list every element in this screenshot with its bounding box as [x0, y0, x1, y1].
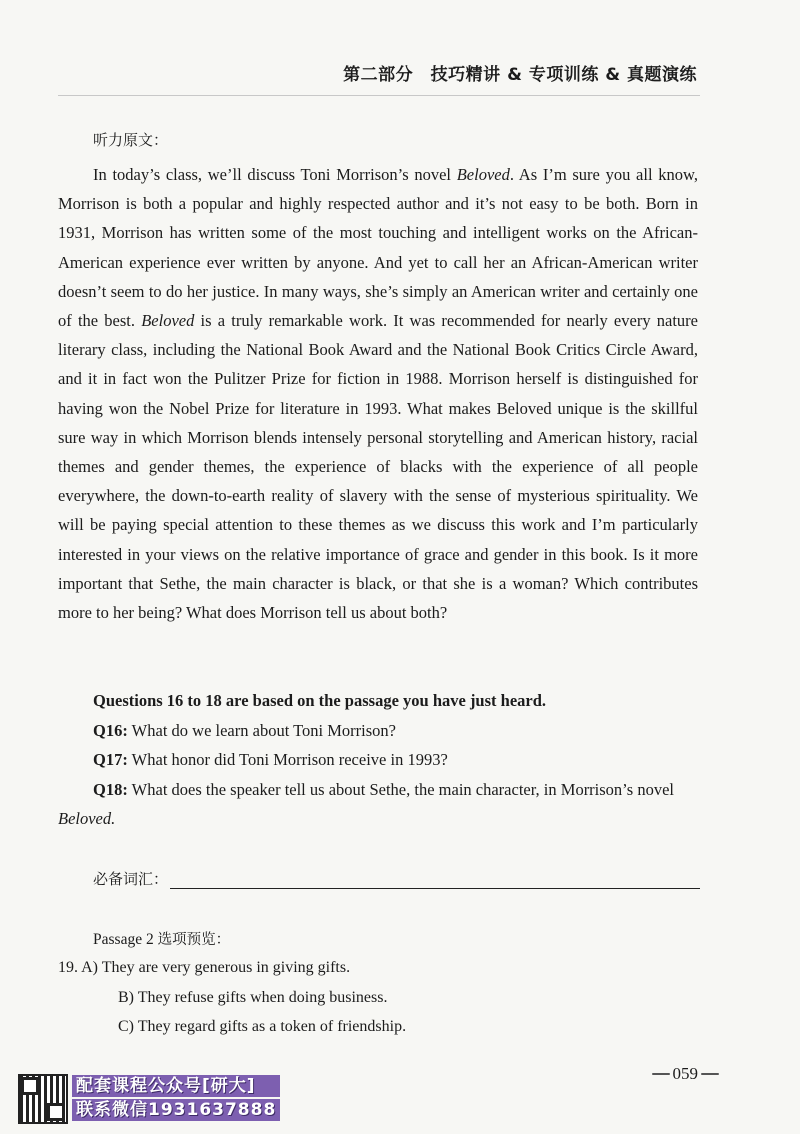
watermark-line-2: 联系微信1931637888	[72, 1099, 280, 1121]
transcript-segment-4: is a truly remarkable work. It was recommended for nearly every nature literary class, including the National Book Award and the National Book Critics Circle Award, and it in fact won the Pulitzer Prize for fiction in 1988. Morrison herself is distinguished for having won the Nobel Prize for literature in 1993. What makes Beloved unique is the skillful sure way in which Morrison blends intensely personal storytelling and American history, racial themes and gender themes, the experience of blacks with the experience of all people everywhere, the down-to-earth reality of slavery with the sense of mysterious spirituality. We will be paying special attention to these themes as we discuss this work and I’m particularly interested in your views on the relative importance of grace and gender in this book. Is it more important that Sethe, the main character is black, or that she is a woman? Which contributes more to her being? What does Morrison tell us about both?	[58, 311, 698, 623]
option-a-text: A) They are very generous in giving gifts.	[81, 959, 351, 976]
questions-block	[58, 686, 700, 834]
question-18-tail: Beloved.	[58, 809, 116, 828]
transcript-segment-2: . As I’m sure you all know, Morrison is both a popular and highly respected author and it’s not easy to be both. Born in 1931, Morrison has written some of the most touching and intelligent works on the African-American experience ever written by anyone. And yet to call her an African-American writer doesn’t seem to do her justice. In many ways, she’s simply an American writer and certainly one of the best.	[58, 165, 698, 331]
page-number-ornament-left	[652, 1073, 670, 1075]
question-18-number: Q18:	[93, 779, 128, 799]
questions-heading: Questions 16 to 18 are based on the passage you have just heard.	[93, 691, 547, 710]
vocab-blank-line	[170, 870, 700, 889]
preview-label-cn: 选项预览：	[157, 932, 231, 948]
transcript-segment-1: Beloved	[456, 165, 510, 184]
transcript-passage	[58, 160, 698, 627]
qr-code-icon	[18, 1074, 68, 1124]
question-18	[58, 775, 700, 805]
watermark-line-1: 配套课程公众号[研大]	[72, 1075, 280, 1097]
transcript-segment-0: In today’s class, we’ll discuss Toni Morrison’s novel	[93, 165, 457, 184]
transcript-segment-3: Beloved	[141, 311, 195, 331]
question-16	[58, 716, 700, 746]
page-number	[649, 1064, 723, 1084]
watermark-text	[72, 1075, 280, 1123]
question-19-number: 19.	[58, 959, 78, 976]
page-number-ornament-right	[701, 1073, 719, 1075]
watermark	[18, 1074, 280, 1124]
running-header: 第二部分 技巧精讲 & 专项训练 & 真题演练	[343, 65, 697, 85]
question-18-text: What does the speaker tell us about Sethe, the main character, in Morrison’s novel	[127, 779, 674, 799]
preview-label	[93, 928, 230, 949]
header-divider	[58, 95, 700, 96]
vocab-label: 必备词汇：	[93, 870, 169, 888]
question-17-text: What honor did Toni Morrison receive in 1993?	[127, 750, 448, 769]
transcript-label: 听力原文：	[93, 131, 169, 149]
option-b: B) They refuse gifts when doing business.	[118, 988, 388, 1006]
question-16-number: Q16:	[93, 720, 128, 740]
page-number-text: 059	[672, 1064, 698, 1083]
question-17-number: Q17:	[93, 750, 128, 769]
preview-label-en: Passage 2	[93, 931, 158, 948]
question-16-text: What do we learn about Toni Morrison?	[127, 720, 396, 740]
question-18-continued	[58, 804, 700, 834]
options-list	[58, 953, 406, 1042]
option-a	[58, 953, 406, 983]
option-c: C) They regard gifts as a token of friendship.	[118, 1018, 407, 1035]
vocab-row	[93, 868, 700, 889]
question-17	[58, 745, 700, 775]
